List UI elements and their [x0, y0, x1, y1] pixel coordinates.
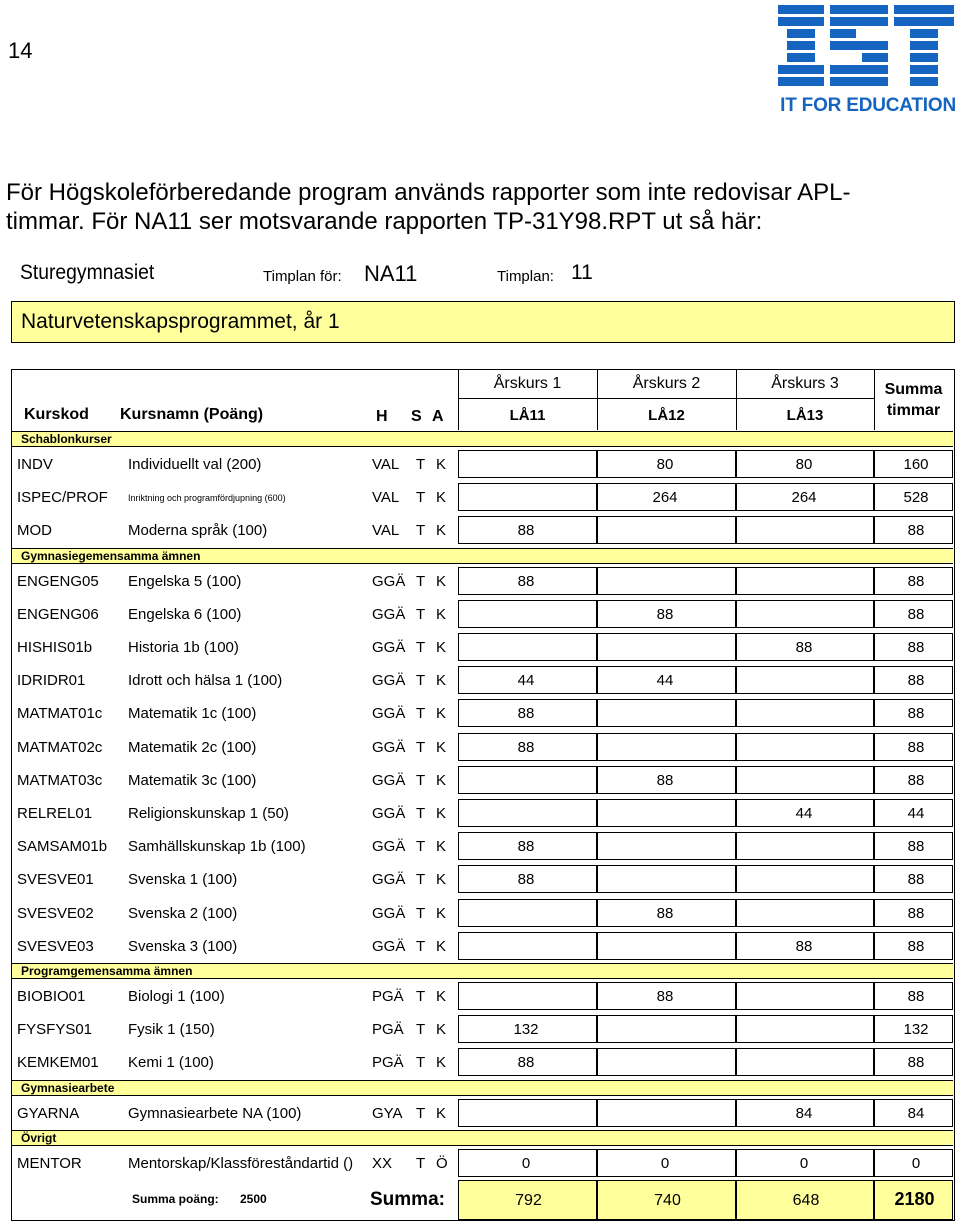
- year2-hours: 80: [656, 456, 674, 473]
- header-divider: [458, 398, 874, 399]
- course-code: HISHIS01b: [17, 639, 93, 656]
- total-hours: 88: [907, 904, 925, 922]
- course-code: MATMAT03c: [17, 771, 103, 789]
- course-h: GGÄ: [372, 672, 406, 690]
- page-number: 14: [8, 38, 33, 63]
- value-cell-box: [458, 450, 597, 478]
- summa-y1: 792: [515, 1192, 542, 1209]
- year1-header: Årskurs 1: [493, 375, 562, 392]
- total-hours: 88: [907, 871, 925, 889]
- course-name: Svenska 2 (100): [128, 904, 238, 922]
- course-h: GYA: [372, 1104, 403, 1122]
- course-a: K: [436, 639, 447, 656]
- timplan-value: 11: [571, 261, 593, 284]
- value-cell-box: [458, 633, 597, 661]
- total-hours: 88: [907, 672, 925, 690]
- table-row: [12, 664, 953, 697]
- total-hours: 132: [903, 1021, 929, 1039]
- course-s: T: [416, 771, 426, 789]
- course-code: FYSFYS01: [17, 1021, 93, 1039]
- year1-hours: 88: [517, 522, 535, 540]
- course-h: GGÄ: [372, 771, 406, 789]
- course-h: GGÄ: [372, 639, 406, 656]
- value-cell-box: [597, 932, 736, 960]
- year2-header: Årskurs 2: [632, 375, 701, 392]
- value-cell-box: [597, 1048, 736, 1076]
- summary-row: [12, 1180, 953, 1220]
- course-h: GGÄ: [372, 572, 406, 590]
- total-hours: 44: [907, 805, 925, 822]
- course-code: SVESVE01: [17, 871, 94, 889]
- course-a: K: [436, 871, 447, 889]
- logo-tagline: IT FOR EDUCATION: [780, 95, 956, 116]
- table-row: [12, 930, 953, 963]
- value-cell-box: [597, 699, 736, 727]
- kursnamn-header: Kursnamn (Poäng): [120, 406, 264, 423]
- year2-hours: 264: [652, 489, 678, 507]
- value-cell-box: [458, 766, 597, 794]
- course-s: T: [416, 738, 426, 756]
- course-s: T: [416, 1054, 426, 1072]
- value-cell-box: [597, 865, 736, 893]
- course-s: T: [416, 639, 426, 656]
- course-h: GGÄ: [372, 904, 406, 922]
- school-name: Sturegymnasiet: [20, 261, 155, 284]
- value-cell-box: [597, 1015, 736, 1043]
- program-title: Naturvetenskapsprogrammet, år 1: [11, 301, 955, 343]
- course-code: ENGENG06: [17, 605, 99, 623]
- course-h: GGÄ: [372, 605, 406, 623]
- total-hours: 88: [907, 572, 925, 590]
- course-h: PGÄ: [372, 988, 404, 1005]
- course-code: GYARNA: [17, 1104, 80, 1122]
- h-header: H: [376, 408, 388, 425]
- course-h: VAL: [372, 489, 400, 507]
- value-cell-box: [597, 1099, 736, 1127]
- course-name: Idrott och hälsa 1 (100): [128, 672, 283, 690]
- value-cell-box: [458, 899, 597, 927]
- course-a: K: [436, 937, 447, 955]
- table-row: [12, 565, 953, 598]
- course-name: Religionskunskap 1 (50): [128, 805, 289, 822]
- section-header: Schablonkurser: [12, 431, 953, 447]
- section-header: Programgemensamma ämnen: [12, 963, 953, 979]
- value-cell-box: [597, 733, 736, 761]
- summa-y1-box: [458, 1180, 597, 1220]
- year1-hours: 88: [517, 838, 535, 856]
- value-cell-box: [736, 600, 874, 628]
- year1-hours: 88: [517, 705, 535, 723]
- value-cell-box: [736, 733, 874, 761]
- course-h: GGÄ: [372, 937, 406, 955]
- course-name: Svenska 1 (100): [128, 871, 238, 889]
- course-h: VAL: [372, 456, 400, 473]
- value-cell-box: [736, 982, 874, 1010]
- year3-hours: 80: [795, 456, 813, 473]
- year1-hours: 132: [513, 1021, 539, 1039]
- table-row: [12, 481, 953, 514]
- value-cell-box: [736, 1048, 874, 1076]
- course-s: T: [416, 672, 426, 690]
- year2-code: LÅ12: [648, 407, 685, 424]
- summa-total-box: [874, 1180, 953, 1220]
- s-header: S: [411, 408, 422, 425]
- course-name: Fysik 1 (150): [128, 1021, 215, 1039]
- table-row: [12, 514, 953, 547]
- total-hours: 88: [907, 988, 925, 1005]
- course-a: K: [436, 605, 447, 623]
- table-row: [12, 897, 953, 930]
- a-header: A: [432, 408, 444, 425]
- course-h: XX: [372, 1154, 393, 1172]
- course-h: GGÄ: [372, 838, 406, 856]
- course-a: K: [436, 705, 447, 723]
- value-cell-box: [736, 766, 874, 794]
- course-h: VAL: [372, 522, 400, 540]
- course-name: Kemi 1 (100): [128, 1054, 214, 1072]
- course-a: K: [436, 738, 447, 756]
- course-a: K: [436, 1054, 447, 1072]
- timplan-for-label: Timplan för:: [263, 268, 342, 285]
- total-hours: 88: [907, 937, 925, 955]
- value-cell-box: [458, 483, 597, 511]
- course-s: T: [416, 572, 426, 590]
- total-hours: 88: [907, 639, 925, 656]
- year3-hours: 88: [795, 937, 813, 955]
- course-s: T: [416, 937, 426, 955]
- year1-hours: 88: [517, 1054, 535, 1072]
- summa-y3: 648: [792, 1192, 820, 1209]
- course-s: T: [416, 1104, 426, 1122]
- summa-total: 2180: [894, 1189, 935, 1209]
- summa-header: Summa: [884, 381, 943, 398]
- course-code: ISPEC/PROF: [17, 489, 108, 507]
- course-code: SVESVE02: [17, 904, 94, 922]
- section-header: Övrigt: [12, 1130, 953, 1146]
- table-row: [12, 797, 953, 830]
- year3-code: LÅ13: [786, 407, 824, 424]
- course-a: K: [436, 1104, 447, 1122]
- table-row: [12, 863, 953, 896]
- course-code: KEMKEM01: [17, 1054, 99, 1072]
- section-header: Gymnasiearbete: [12, 1080, 953, 1096]
- value-cell-box: [736, 865, 874, 893]
- course-name: Historia 1b (100): [128, 639, 239, 656]
- course-h: GGÄ: [372, 871, 406, 889]
- total-hours: 88: [907, 838, 925, 856]
- value-cell-box: [736, 899, 874, 927]
- kurskod-header: Kurskod: [24, 406, 89, 423]
- year1-hours: 0: [521, 1154, 531, 1172]
- year2-hours: 88: [656, 605, 674, 623]
- course-name: Moderna språk (100): [128, 522, 268, 540]
- section-header: Gymnasiegemensamma ämnen: [12, 548, 953, 564]
- course-h: GGÄ: [372, 705, 406, 723]
- timplan-for-value: NA11: [364, 261, 418, 286]
- course-a: K: [436, 456, 447, 473]
- summa-poang-value: 2500: [240, 1192, 267, 1206]
- year3-hours: 264: [791, 489, 817, 507]
- year2-hours: 88: [656, 988, 674, 1005]
- course-name: Samhällskunskap 1b (100): [128, 838, 306, 856]
- course-code: INDV: [17, 456, 53, 473]
- course-a: K: [436, 988, 447, 1005]
- course-a: K: [436, 904, 447, 922]
- total-hours: 88: [907, 738, 925, 756]
- total-hours: 528: [903, 489, 929, 507]
- course-code: MATMAT02c: [17, 738, 103, 756]
- course-code: SAMSAM01b: [17, 838, 108, 856]
- value-cell-box: [458, 982, 597, 1010]
- value-cell-box: [736, 516, 874, 544]
- course-h: GGÄ: [372, 738, 406, 756]
- total-hours: 88: [907, 705, 925, 723]
- course-s: T: [416, 805, 426, 822]
- course-s: T: [416, 456, 426, 473]
- course-a: K: [436, 771, 447, 789]
- course-code: ENGENG05: [17, 572, 99, 590]
- value-cell-box: [597, 567, 736, 595]
- table-row: [12, 448, 953, 481]
- course-s: T: [416, 838, 426, 856]
- course-name: Gymnasiearbete NA (100): [128, 1104, 302, 1122]
- table-row: [12, 980, 953, 1013]
- total-hours: 88: [907, 1054, 925, 1072]
- value-cell-box: [736, 1015, 874, 1043]
- total-hours: 88: [907, 605, 925, 623]
- year1-hours: 88: [517, 572, 535, 590]
- year2-hours: 88: [656, 904, 674, 922]
- year3-hours: 88: [795, 639, 813, 656]
- course-h: PGÄ: [372, 1054, 404, 1072]
- course-code: SVESVE03: [17, 937, 94, 955]
- total-hours: 84: [907, 1104, 925, 1122]
- summa-y3-box: [736, 1180, 874, 1220]
- course-a: K: [436, 572, 447, 590]
- course-code: BIOBIO01: [17, 988, 86, 1005]
- course-s: T: [416, 489, 426, 507]
- course-code: IDRIDR01: [17, 672, 86, 690]
- course-h: GGÄ: [372, 805, 406, 822]
- course-a: K: [436, 805, 447, 822]
- course-name: Biologi 1 (100): [128, 988, 225, 1005]
- course-a: K: [436, 1021, 447, 1039]
- year2-hours: 44: [656, 672, 674, 690]
- value-cell-box: [597, 832, 736, 860]
- year2-hours: 0: [660, 1154, 670, 1172]
- value-cell-box: [597, 799, 736, 827]
- course-code: RELREL01: [17, 805, 93, 822]
- course-table: [11, 369, 955, 1221]
- intro-paragraph: För Högskoleförberedande program används rapporter som inte redovisar APL-timmar. För NA11 ser motsvarande rapporten TP-31Y98.RPT ut så här:: [6, 179, 851, 235]
- value-cell-box: [458, 799, 597, 827]
- year1-hours: 88: [517, 738, 535, 756]
- course-a: K: [436, 489, 447, 507]
- value-cell-box: [736, 699, 874, 727]
- year3-hours: 44: [795, 805, 813, 822]
- year1-hours: 88: [517, 871, 535, 889]
- course-s: T: [416, 904, 426, 922]
- course-a: K: [436, 522, 447, 540]
- year3-header: Årskurs 3: [771, 375, 839, 392]
- total-hours: 88: [907, 522, 925, 540]
- value-cell-box: [458, 932, 597, 960]
- course-name: Inriktning och programfördjupning (600): [128, 493, 286, 504]
- course-s: T: [416, 522, 426, 540]
- course-name: Engelska 6 (100): [128, 605, 242, 623]
- total-hours: 160: [903, 456, 929, 473]
- course-s: T: [416, 605, 426, 623]
- value-cell-box: [736, 666, 874, 694]
- value-cell-box: [458, 1099, 597, 1127]
- value-cell-box: [597, 633, 736, 661]
- table-row: [12, 830, 953, 863]
- value-cell-box: [458, 600, 597, 628]
- table-row: [12, 1013, 953, 1046]
- table-row: [12, 1046, 953, 1079]
- timplan-label: Timplan:: [497, 268, 554, 285]
- course-s: T: [416, 705, 426, 723]
- year1-code: LÅ11: [509, 407, 546, 424]
- year3-hours: 0: [799, 1154, 809, 1172]
- course-name: Svenska 3 (100): [128, 937, 238, 955]
- summa-y2-box: [597, 1180, 736, 1220]
- course-name: Matematik 1c (100): [128, 705, 257, 723]
- table-row: [12, 697, 953, 730]
- course-name: Individuellt val (200): [128, 456, 262, 473]
- ist-logo: [752, 5, 956, 117]
- timmar-header: timmar: [886, 402, 941, 419]
- value-cell-box: [597, 516, 736, 544]
- course-name: Matematik 3c (100): [128, 771, 257, 789]
- table-row: [12, 764, 953, 797]
- summa-poang-label: Summa poäng:: [132, 1192, 219, 1206]
- course-code: MENTOR: [17, 1154, 82, 1172]
- value-cell-box: [736, 567, 874, 595]
- course-code: MOD: [17, 522, 52, 540]
- summa-y2: 740: [654, 1192, 681, 1209]
- year1-hours: 44: [517, 672, 535, 690]
- course-a: K: [436, 672, 447, 690]
- table-row: [12, 631, 953, 664]
- summa-label: Summa:: [370, 1189, 445, 1210]
- value-cell-box: [736, 832, 874, 860]
- total-hours: 0: [911, 1154, 921, 1172]
- course-s: T: [416, 871, 426, 889]
- course-name: Mentorskap/Klassföreståndartid (): [128, 1154, 354, 1172]
- total-hours: 88: [907, 771, 925, 789]
- course-s: T: [416, 1021, 426, 1039]
- course-a: Ö: [436, 1154, 448, 1172]
- year3-hours: 84: [795, 1104, 813, 1122]
- course-code: MATMAT01c: [17, 705, 103, 723]
- table-row: [12, 1097, 953, 1130]
- course-a: K: [436, 838, 447, 856]
- table-row: [12, 598, 953, 631]
- course-s: T: [416, 1154, 426, 1172]
- year2-hours: 88: [656, 771, 674, 789]
- table-row: [12, 731, 953, 764]
- course-h: PGÄ: [372, 1021, 404, 1039]
- header-divider: [874, 370, 875, 430]
- table-row: [12, 1147, 953, 1180]
- course-name: Matematik 2c (100): [128, 738, 257, 756]
- course-name: Engelska 5 (100): [128, 572, 242, 590]
- course-s: T: [416, 988, 426, 1005]
